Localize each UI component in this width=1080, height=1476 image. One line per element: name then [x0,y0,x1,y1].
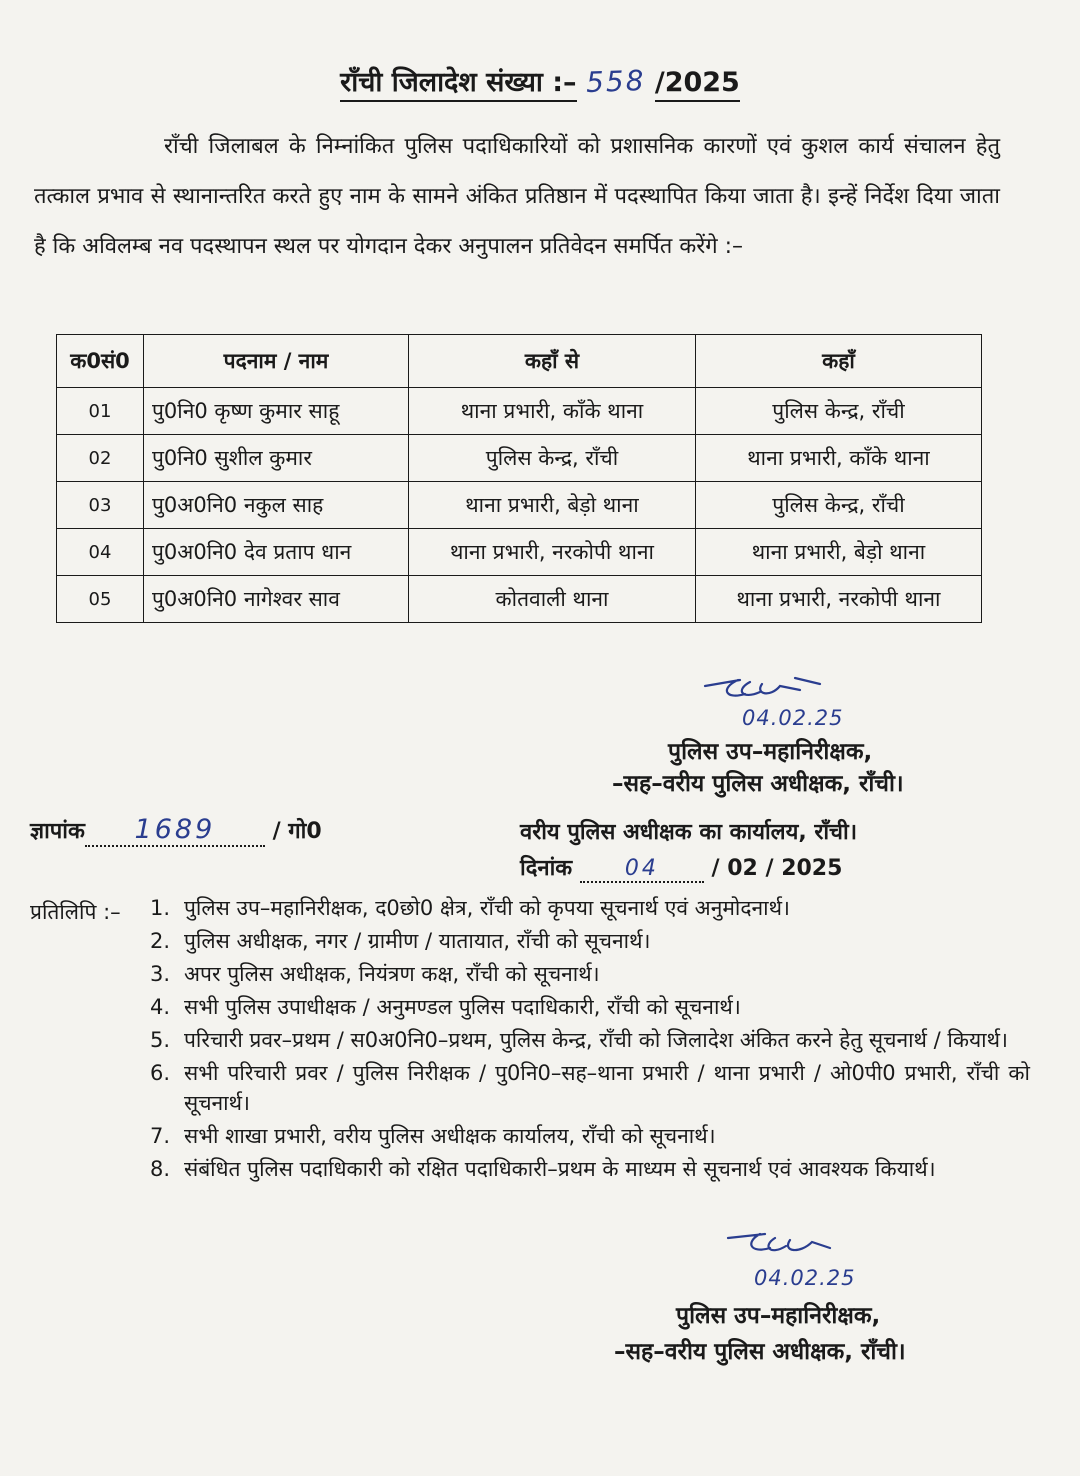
cell-serial: 04 [57,529,144,576]
order-title [0,62,1080,99]
cell-to: थाना प्रभारी, काँके थाना [696,435,982,482]
list-item: 8. संबंधित पुलिस पदाधिकारी को रक्षित पदाधिकारी–प्रथम के माध्यम से सूचनार्थ एवं आवश्यक कियार्थ। [150,1157,936,1181]
table-row [57,435,982,482]
memo-date-label: दिनांक [520,856,573,881]
signature-2-office: –सह–वरीय पुलिस अधीक्षक, राँची। [614,1339,906,1365]
col-header-to: कहाँ [696,335,982,388]
signature-2-designation: पुलिस उप–महानिरीक्षक, [676,1303,881,1329]
signature-scribble [700,668,840,708]
signature-date: 04.02.25 [742,706,844,730]
memo-date-day: 04 [624,856,659,881]
signature-1 [700,668,900,738]
col-header-serial: क0सं0 [57,335,144,388]
memo-label: ज्ञापांक [30,819,85,844]
order-title-text: राँची जिलादेश संख्या :– [340,67,576,102]
list-item: 3. अपर पुलिस अधीक्षक, नियंत्रण कक्ष, राँची को सूचनार्थ। [150,962,600,986]
signature-scribble [720,1224,860,1264]
cell-from: कोतवाली थाना [409,576,696,623]
cell-from: थाना प्रभारी, बेड़ो थाना [409,482,696,529]
memo-office: वरीय पुलिस अधीक्षक का कार्यालय, राँची। [520,820,858,845]
signature-2 [720,1224,920,1294]
table-header-row [57,335,982,388]
cell-to: थाना प्रभारी, बेड़ो थाना [696,529,982,576]
list-item: 4. सभी पुलिस उपाधीक्षक / अनुमण्डल पुलिस पदाधिकारी, राँची को सूचनार्थ। [150,995,741,1019]
copies-label: प्रतिलिपि :– [30,900,121,924]
list-item: 7. सभी शाखा प्रभारी, वरीय पुलिस अधीक्षक कार्यालय, राँची को सूचनार्थ। [150,1124,716,1148]
table-row [57,482,982,529]
cell-from: पुलिस केन्द्र, राँची [409,435,696,482]
col-header-from: कहाँ से [409,335,696,388]
cell-to: पुलिस केन्द्र, राँची [696,482,982,529]
intro-paragraph: राँची जिलाबल के निम्नांकित पुलिस पदाधिकारियों को प्रशासनिक कारणों एवं कुशल कार्य संचालन हेतु तत्काल प्रभाव से स्थानान्तरित करते हुए नाम के सामने अंकित प्रतिष्ठान में पदस्थापित किया जाता है। इन्हें निर्देश दिया जाता है कि अविलम्ब नव पदस्थापन स्थल पर योगदान देकर अनुपालन प्रतिवेदन समर्पित करेंगे :– [34,134,1000,259]
cell-name: पु0अ0नि0 नागेश्वर साव [144,576,409,623]
cell-name: पु0अ0नि0 नकुल साह [144,482,409,529]
table-row [57,529,982,576]
cell-name: पु0अ0नि0 देव प्रताप धान [144,529,409,576]
cell-serial: 03 [57,482,144,529]
cell-name: पु0नि0 कृष्ण कुमार साहू [144,388,409,435]
memo-date-line [520,852,842,883]
cell-from: थाना प्रभारी, नरकोपी थाना [409,529,696,576]
cell-serial: 02 [57,435,144,482]
col-header-name: पदनाम / नाम [144,335,409,388]
table-row [57,388,982,435]
transfer-table [56,334,982,623]
order-number-handwritten: 558 [585,63,646,100]
memo-date-rest: / 02 / 2025 [711,856,843,881]
cell-serial: 05 [57,576,144,623]
copies-list [150,893,1030,1187]
signature-date: 04.02.25 [754,1266,856,1290]
cell-to: पुलिस केन्द्र, राँची [696,388,982,435]
order-year: /2025 [655,67,740,102]
table-row [57,576,982,623]
memo-number-line [30,814,322,847]
list-item: 1. पुलिस उप–महानिरीक्षक, द0छो0 क्षेत्र, राँची को कृपया सूचनार्थ एवं अनुमोदनार्थ। [150,896,790,920]
signature-1-designation: पुलिस उप–महानिरीक्षक, [668,739,873,765]
cell-name: पु0नि0 सुशील कुमार [144,435,409,482]
cell-from: थाना प्रभारी, काँके थाना [409,388,696,435]
signature-1-office: –सह–वरीय पुलिस अधीक्षक, राँची। [612,771,904,797]
list-item: 2. पुलिस अधीक्षक, नगर / ग्रामीण / यातायात, राँची को सूचनार्थ। [150,929,651,953]
memo-suffix: / गो0 [272,819,322,844]
cell-serial: 01 [57,388,144,435]
list-item: 5. परिचारी प्रवर–प्रथम / स0अ0नि0–प्रथम, पुलिस केन्द्र, राँची को जिलादेश अंकित करने हेतु सूचनार्थ / कियार्थ। [150,1028,1008,1052]
cell-to: थाना प्रभारी, नरकोपी थाना [696,576,982,623]
list-item: 6. सभी परिचारी प्रवर / पुलिस निरीक्षक / पु0नि0–सह–थाना प्रभारी / थाना प्रभारी / ओ0पी0 प्रभारी, राँची को सूचनार्थ। [150,1061,1030,1115]
memo-number-handwritten: 1689 [134,814,216,845]
